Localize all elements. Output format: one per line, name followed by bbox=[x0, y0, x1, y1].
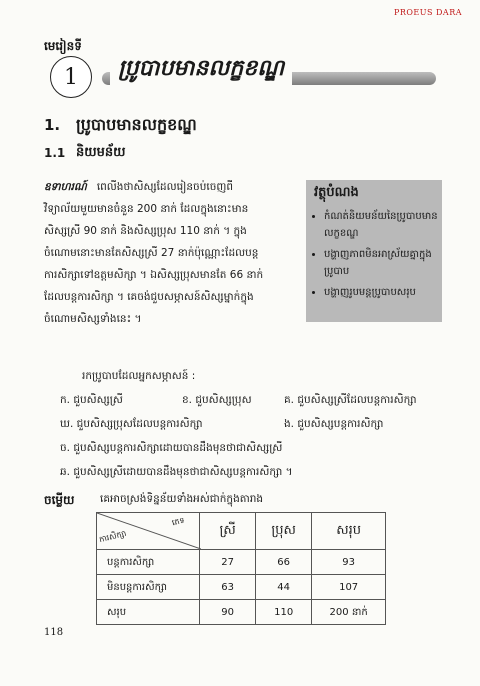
diag-bottom-label: ការសិក្សា bbox=[98, 528, 128, 545]
lesson-banner bbox=[44, 52, 436, 98]
example-line: វិទ្យាល័យមួយមានចំនួន 200 នាក់ ដែលក្នុងនោះមាន bbox=[44, 203, 249, 215]
table-cell: 66 bbox=[256, 550, 312, 575]
objectives-list bbox=[310, 208, 442, 305]
table-row bbox=[97, 550, 386, 575]
example-line: ចំណោមសិស្សទាំងនេះ ។ bbox=[44, 313, 142, 325]
question-item: ច. ជួបសិស្សបន្តការសិក្សាដោយបានដឹងមុនថាជាសិស្សស្រី bbox=[60, 442, 283, 454]
answer-text: គេអាចស្រង់ទិន្នន័យទាំងអស់ជាក់ក្នុងតារាង bbox=[100, 493, 264, 505]
row-label: សរុប bbox=[97, 600, 200, 625]
example-line: សិស្សស្រី 90 នាក់ និងសិស្សប្រុស 110 នាក់ ។ ក្នុង bbox=[44, 225, 247, 237]
objective-item: • កំណត់និយមន័យនៃប្រូបាបមានលក្ខខណ្ឌ bbox=[324, 208, 442, 242]
lesson-number: 1 bbox=[50, 56, 92, 98]
example-line: ការសិក្សាទៅឧត្តមសិក្សា ។ ឯសិស្សប្រុសមានតែ 66 នាក់ bbox=[44, 269, 264, 281]
table-cell: 200 នាក់ bbox=[312, 600, 386, 625]
example-line: ដែលបន្តការសិក្សា ។ គេចង់ជួបសម្ភាសន៍សិស្សម្នាក់ក្នុង bbox=[44, 291, 254, 303]
table-header: ស្រី bbox=[200, 513, 256, 550]
diag-top-label: ភេទ bbox=[171, 515, 186, 528]
lesson-label: មេរៀនទី bbox=[44, 39, 82, 53]
table-cell: 27 bbox=[200, 550, 256, 575]
example-paragraph bbox=[44, 176, 302, 330]
table-row bbox=[97, 575, 386, 600]
question-item: ឃ. ជួបសិស្សប្រុសដែលបន្តការសិក្សា bbox=[60, 418, 203, 430]
table-cell: 93 bbox=[312, 550, 386, 575]
table-cell: 107 bbox=[312, 575, 386, 600]
question-item: ឆ. ជួបសិស្សស្រីដោយបានដឹងមុនថាជាសិស្សបន្តការសិក្សា ។ bbox=[60, 466, 293, 478]
table-cell: 44 bbox=[256, 575, 312, 600]
subsection-number: 1.1 bbox=[44, 146, 66, 160]
example-label: ឧទាហរណ៍ bbox=[44, 181, 87, 193]
objective-item: • បង្ហាញភាពមិនអាស្រ័យគ្នាក្នុងប្រូបាប bbox=[324, 246, 442, 280]
objectives-box bbox=[306, 180, 442, 322]
question-item: គ. ជួបសិស្សស្រីដែលបន្តការសិក្សា bbox=[284, 394, 417, 406]
table-row bbox=[97, 600, 386, 625]
subsection-title: និយមន័យ bbox=[76, 145, 126, 160]
table-header: ប្រុស bbox=[256, 513, 312, 550]
objectives-title: វត្ថុបំណង bbox=[314, 185, 359, 200]
header-tag: PROEUS DARA bbox=[393, 8, 462, 17]
table-header-row bbox=[97, 513, 386, 550]
page-number: 118 bbox=[44, 627, 64, 638]
table-header: សរុប bbox=[312, 513, 386, 550]
row-label: មិនបន្តការសិក្សា bbox=[97, 575, 200, 600]
question-item: ខ. ជួបសិស្សប្រុស bbox=[182, 394, 252, 406]
questions-intro: រកប្រូបាបដែលអ្នកសម្ភាសន៍ : bbox=[82, 370, 196, 382]
table-cell: 63 bbox=[200, 575, 256, 600]
row-label: បន្តការសិក្សា bbox=[97, 550, 200, 575]
question-item: ង. ជួបសិស្សបន្តការសិក្សា bbox=[284, 418, 384, 430]
example-line: ចំណោមនោះមានតែសិស្សស្រី 27 នាក់ប៉ុណ្ណោះដែលបន្ត bbox=[44, 247, 259, 259]
question-item: ក. ជួបសិស្សស្រី bbox=[60, 394, 123, 406]
objective-item: • បង្ហាញរូបមន្តប្រូបាបសរុប bbox=[324, 284, 442, 301]
diagonal-header-cell bbox=[97, 513, 200, 550]
section-title: ប្រូបាបមានលក្ខខណ្ឌ bbox=[76, 115, 197, 134]
answer-label: ចម្លើយ bbox=[44, 493, 75, 507]
data-table bbox=[96, 512, 386, 625]
table-cell: 90 bbox=[200, 600, 256, 625]
section-number: 1. bbox=[44, 116, 61, 134]
lesson-title: ប្រូបាបមានលក្ខខណ្ឌ bbox=[110, 54, 292, 86]
example-line: ឧទាហរណ៍ ពេលីងថាសិស្សដែលរៀនចប់ចេញពី bbox=[44, 181, 234, 193]
table-cell: 110 bbox=[256, 600, 312, 625]
